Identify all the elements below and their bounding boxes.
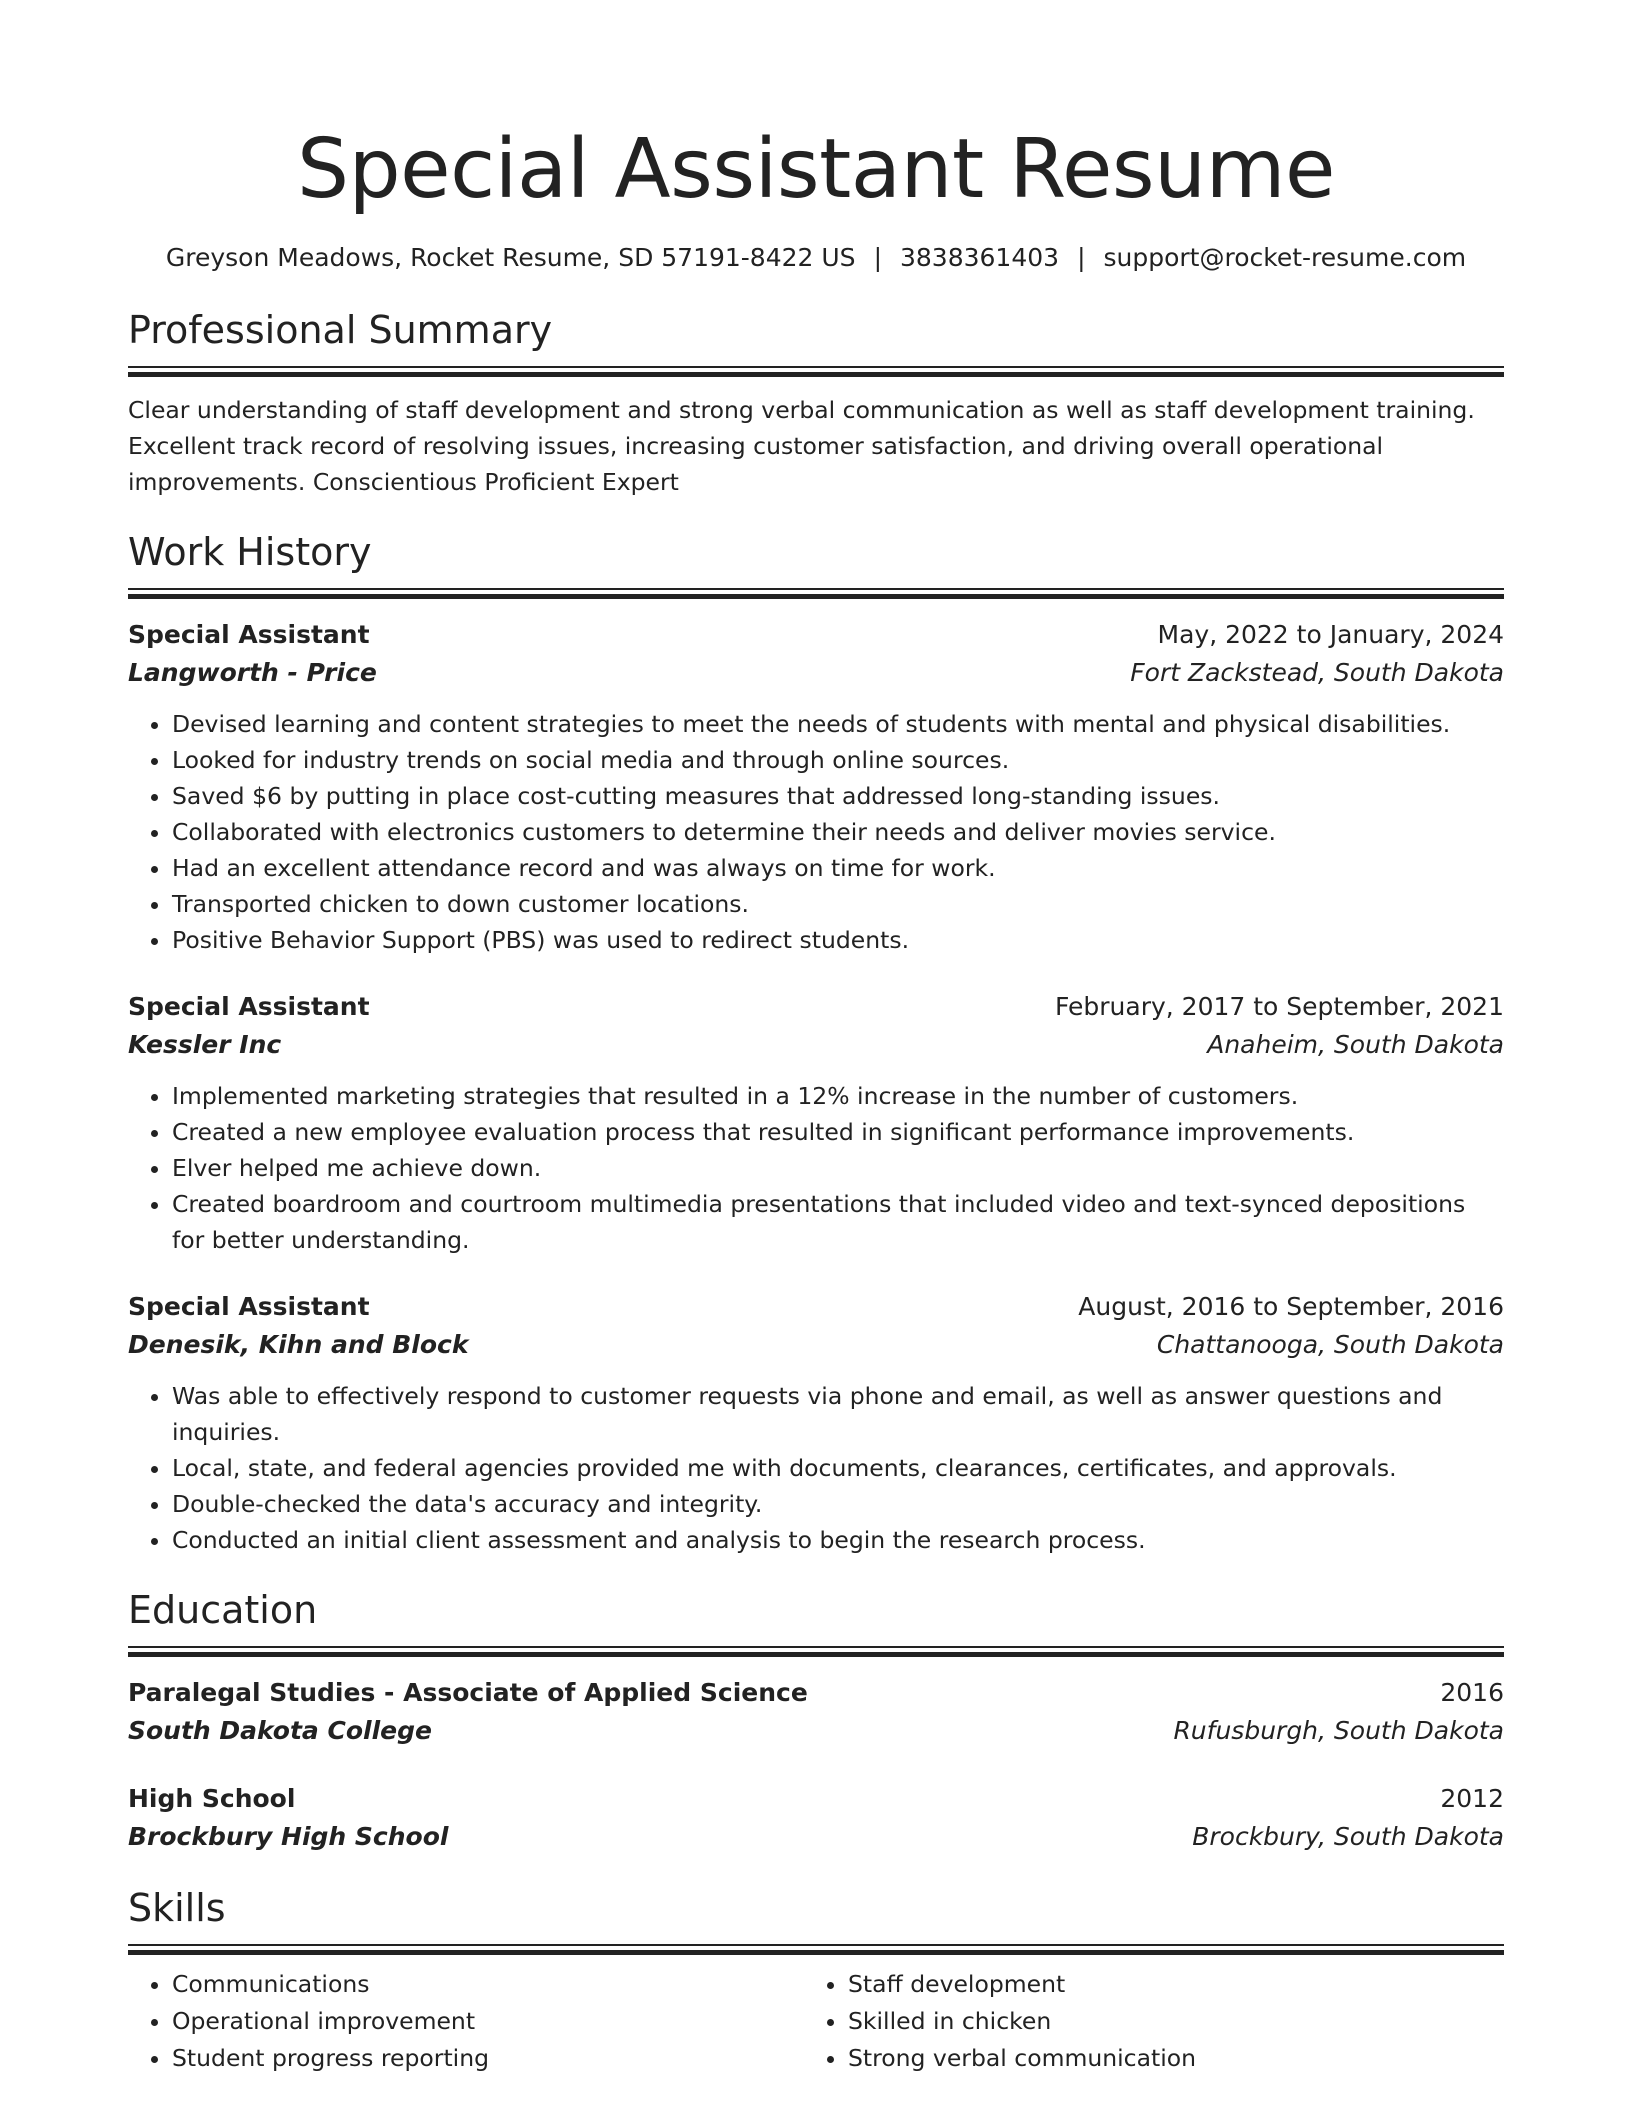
job-dates: August, 2016 to September, 2016 [1078,1292,1504,1321]
job-bullet: • Had an excellent attendance record and was always on time for work. [172,850,1504,886]
section-divider [128,588,1504,600]
job-company: Kessler Inc [128,1030,282,1059]
job-bullet: • Positive Behavior Support (PBS) was used to redirect students. [172,922,1504,958]
job-entry [128,988,1504,1258]
job-bullets [128,1378,1504,1558]
education-school: South Dakota College [128,1716,432,1745]
contact-phone: 3838361403 [900,243,1060,272]
job-dates: May, 2022 to January, 2024 [1157,620,1504,649]
job-company: Denesik, Kihn and Block [128,1330,469,1359]
resume-title: Special Assistant Resume [297,122,1335,217]
skill-item: • Skilled in chicken [848,2003,1480,2040]
education-school: Brockbury High School [128,1822,449,1851]
job-location: Fort Zackstead, South Dakota [1130,658,1504,687]
job-bullet: • Transported chicken to down customer locations. [172,886,1504,922]
skill-item: • Staff development [848,1966,1480,2003]
job-bullet: • Implemented marketing strategies that resulted in a 12% increase in the number of customers. [172,1078,1504,1114]
job-bullets [128,706,1504,958]
job-bullet: • Was able to effectively respond to customer requests via phone and email, as well as answer questions and inquiries. [172,1378,1504,1450]
section-heading-education: Education [128,1588,318,1632]
section-divider [128,1646,1504,1658]
work-section [128,526,1504,1558]
section-divider [128,366,1504,378]
skills-section [128,1882,1504,2077]
summary-text: Clear understanding of staff development and strong verbal communication as well as staff development training. Excellent track record of resolving issues, increasing customer satisfaction, and driving overall operational improvements. Conscientious Proficient Expert [128,396,1475,496]
education-entry [128,1674,1504,1750]
job-title: Special Assistant [128,992,370,1021]
skills-columns [128,1966,1504,2077]
job-bullets [128,1078,1504,1258]
job-bullet: • Created a new employee evaluation process that resulted in significant performance improvements. [172,1114,1504,1150]
section-heading-skills: Skills [128,1886,226,1930]
job-title: Special Assistant [128,1292,370,1321]
section-heading-work: Work History [128,530,372,574]
job-bullet: • Saved $6 by putting in place cost-cutting measures that addressed long-standing issues. [172,778,1504,814]
skills-list-right [804,1966,1480,2077]
skill-item: • Student progress reporting [172,2040,804,2077]
skill-item: • Communications [172,1966,804,2003]
skill-item: • Strong verbal communication [848,2040,1480,2077]
contact-separator: | [1077,243,1086,272]
education-entry [128,1780,1504,1856]
education-year: 2012 [1440,1784,1504,1813]
education-degree: High School [128,1784,296,1813]
job-entry [128,1288,1504,1558]
job-entry [128,616,1504,958]
job-bullet: • Conducted an initial client assessment and analysis to begin the research process. [172,1522,1504,1558]
job-bullet: • Created boardroom and courtroom multimedia presentations that included video and text-synced depositions for better understanding. [172,1186,1504,1258]
job-company: Langworth - Price [128,658,377,687]
education-section [128,1584,1504,1856]
contact-line [128,238,1504,278]
job-bullet: • Elver helped me achieve down. [172,1150,1504,1186]
job-bullet: • Devised learning and content strategies to meet the needs of students with mental and physical disabilities. [172,706,1504,742]
contact-email: support@rocket-resume.com [1103,243,1467,272]
job-title: Special Assistant [128,620,370,649]
education-location: Brockbury, South Dakota [1192,1822,1504,1851]
job-location: Anaheim, South Dakota [1207,1030,1504,1059]
job-bullet: • Looked for industry trends on social media and through online sources. [172,742,1504,778]
job-bullet: • Local, state, and federal agencies provided me with documents, clearances, certificates, and approvals. [172,1450,1504,1486]
job-dates: February, 2017 to September, 2021 [1055,992,1504,1021]
job-bullet: • Collaborated with electronics customers to determine their needs and deliver movies service. [172,814,1504,850]
resume-page [128,120,1504,2077]
skills-list-left [128,1966,804,2077]
job-bullet: • Double-checked the data's accuracy and integrity. [172,1486,1504,1522]
contact-separator: | [873,243,882,272]
skill-item: • Operational improvement [172,2003,804,2040]
education-location: Rufusburgh, South Dakota [1173,1716,1504,1745]
education-year: 2016 [1440,1678,1504,1707]
education-degree: Paralegal Studies - Associate of Applied Science [128,1678,808,1707]
job-location: Chattanooga, South Dakota [1156,1330,1504,1359]
contact-address: Greyson Meadows, Rocket Resume, SD 57191-8422 US [165,243,856,272]
section-heading-summary: Professional Summary [128,308,553,352]
summary-section [128,304,1504,500]
section-divider [128,1944,1504,1956]
